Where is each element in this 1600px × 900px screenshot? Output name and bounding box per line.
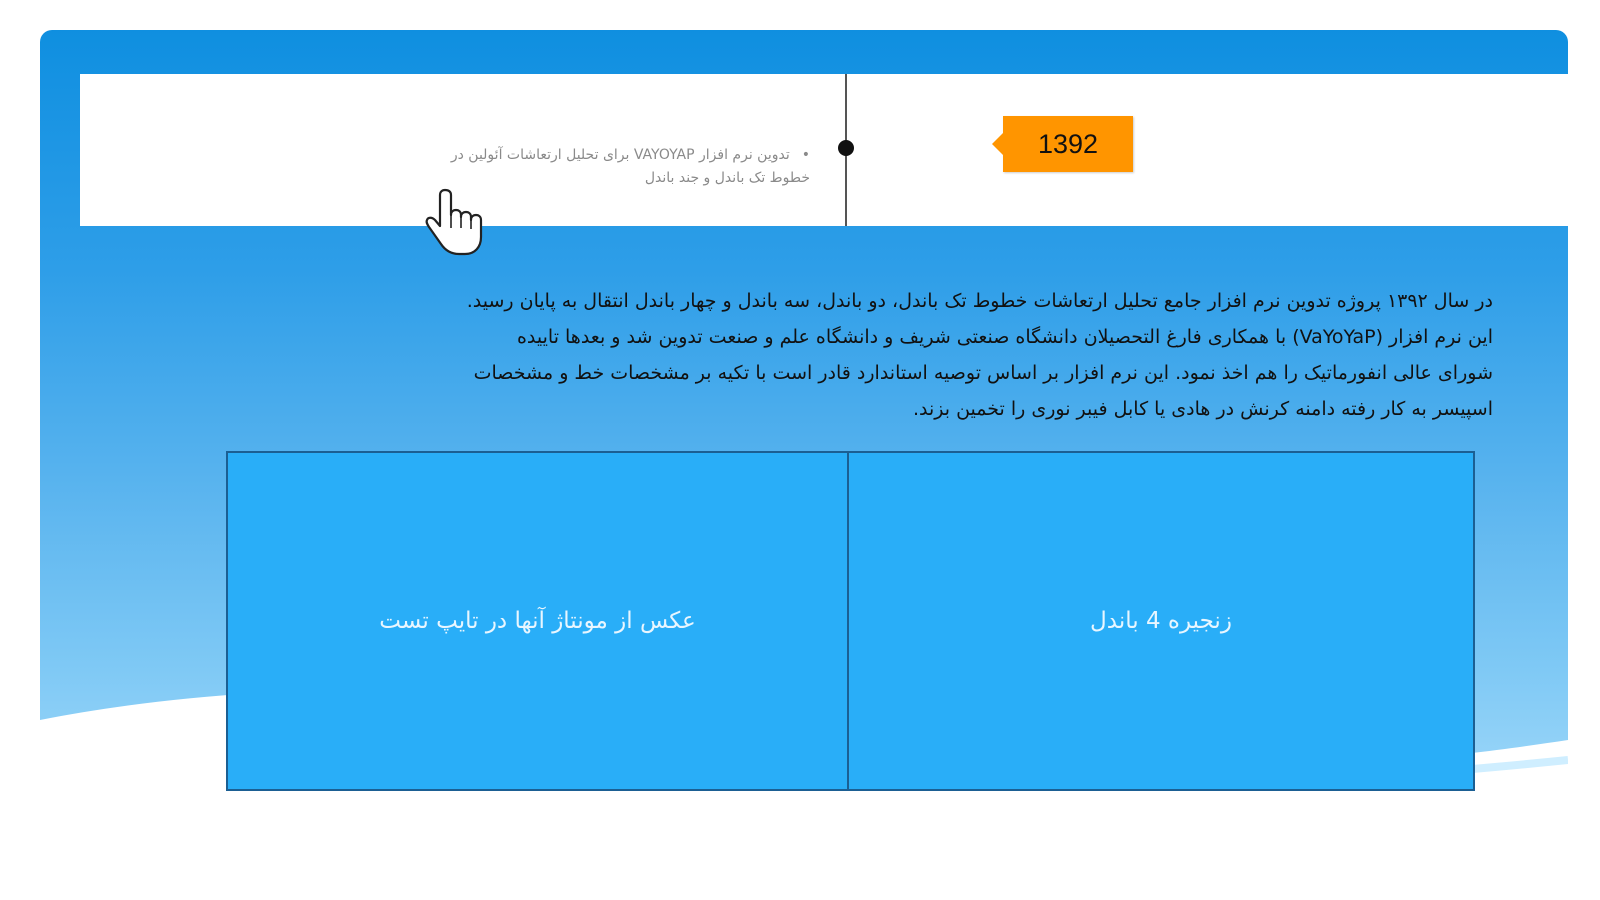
paragraph-line-1: در سال ۱۳۹۲ پروژه تدوین نرم افزار جامع تحلیل ارتعاشات خطوط تک باندل، دو باندل، سه باندل و چهار باندل انتقال به پایان رسید.	[466, 290, 1493, 312]
paragraph-line-4: اسپیسر به کار رفته دامنه کرنش در هادی یا کابل فیبر نوری را تخمین بزند.	[912, 398, 1493, 420]
hand-pointer-icon	[425, 186, 487, 258]
image-placeholder-right[interactable]	[847, 451, 1475, 791]
paragraph-line-2: این نرم افزار (VaYoYaP) با همکاری فارغ التحصیلان دانشگاه صنعتی شریف و دانشگاه علم و صنعت تدوین شد و بعدها تاییده	[516, 326, 1493, 348]
year-badge[interactable]: 1392	[1003, 116, 1133, 172]
timeline-strip	[80, 74, 1568, 226]
image-placeholder-left[interactable]	[226, 451, 849, 791]
event-line-1: تدوین نرم افزار VAYOYAP برای تحلیل ارتعاشات آئولین در	[450, 147, 790, 163]
image-label-left: عکس از مونتاژ آنها در تایپ تست	[379, 608, 696, 634]
paragraph-line-3: شورای عالی انفورماتیک را هم اخذ نمود. این نرم افزار بر اساس توصیه استاندارد قادر است با تکیه بر مشخصات خط و مشخصات	[473, 362, 1493, 384]
description-paragraph	[280, 283, 1493, 427]
bullet-marker: •	[801, 147, 810, 163]
timeline-marker-dot	[838, 140, 854, 156]
timeline-event-text	[310, 144, 810, 190]
image-label-right: زنجیره 4 باندل	[1090, 608, 1232, 634]
event-line-2: خطوط تک باندل و جند باندل	[644, 170, 810, 186]
